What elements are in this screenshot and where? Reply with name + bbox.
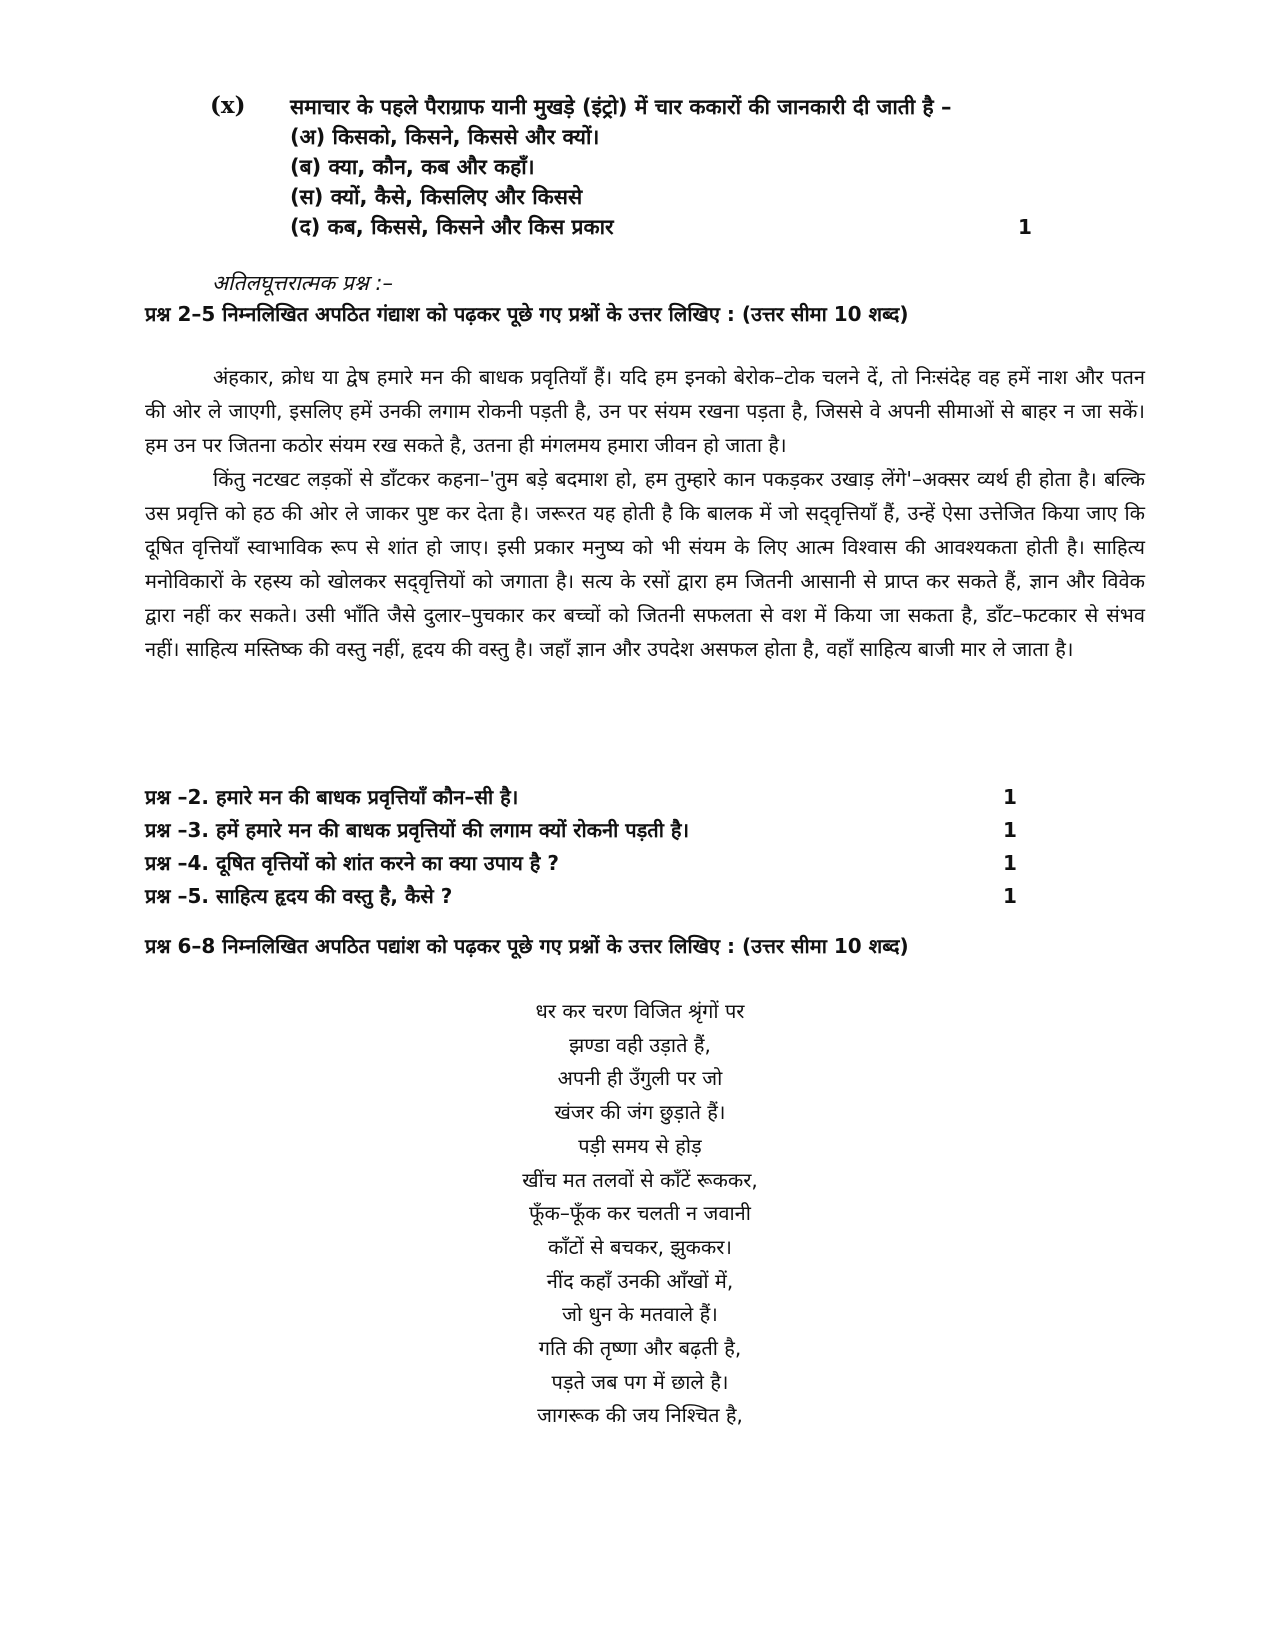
poem-line: जागरूक की जय निश्चित है,	[537, 1403, 743, 1428]
question-stem: समाचार के पहले पैराग्राफ यानी मुखड़े (इंट्रो) में चार ककारों की जानकारी दी जाती है –	[290, 95, 952, 119]
section1-instruction: प्रश्न 2–5 निम्नलिखित अपठित गंद्याश को पढ़कर पूछे गए प्रश्नों के उत्तर लिखिए : (उत्तर सीमा 10 शब्द)	[145, 302, 909, 326]
poem-line: जो धुन के मतवाले हैं।	[562, 1302, 718, 1327]
question-text: प्रश्न –3. हमें हमारे मन की बाधक प्रवृत्तियों की लगाम क्यों रोकनी पड़ती है।	[145, 818, 690, 842]
passage-paragraph-1: अंहकार, क्रोध या द्वेष हमारे मन की बाधक प्रवृतियाँ हैं। यदि हम इनको बेरोक–टोक चलने दें, तो निःसंदेह वह हमें नाश और पतन की ओर ले जाएगी, इसलिए हमें उनकी लगाम रोकनी पड़ती है, उन पर संयम रखना पड़ता है, जिससे वे अपनी सीमाओं से बाहर न जा सकें। हम उन पर जितना कठोर संयम रख सकते है, उतना ही मंगलमय हमारा जीवन हो जाता है।	[145, 365, 1145, 457]
unseen-passage	[145, 360, 1145, 666]
question-number: (x)	[210, 92, 246, 119]
question-text: प्रश्न –2. हमारे मन की बाधक प्रवृत्तियाँ कौन–सी है।	[145, 785, 519, 809]
question-row	[145, 781, 1045, 814]
question-list	[145, 781, 1045, 913]
poem-line: फूँक–फूँक कर चलती न जवानी	[529, 1201, 751, 1226]
poem-stanza	[400, 995, 880, 1433]
section2-instruction: प्रश्न 6–8 निम्नलिखित अपठित पद्यांश को पढ़कर पूछे गए प्रश्नों के उत्तर लिखिए : (उत्तर सीमा 10 शब्द)	[145, 934, 909, 958]
option-a: (अ) किसको, किसने, किससे और क्यों।	[290, 125, 600, 149]
question-text: प्रश्न –4. दूषित वृत्तियों को शांत करने का क्या उपाय है ?	[145, 851, 559, 875]
question-text: प्रश्न –5. साहित्य हृदय की वस्तु है, कैसे ?	[145, 884, 453, 908]
question-marks: 1	[1003, 785, 1017, 809]
question-row	[145, 847, 1045, 880]
section-heading: अतिलघूत्तरात्मक प्रश्न :–	[212, 271, 393, 295]
option-d: (द) कब, किससे, किसने और किस प्रकार	[290, 215, 614, 239]
poem-line: खींच मत तलवों से काँटें रूककर,	[522, 1167, 758, 1192]
poem-line: काँटों से बचकर, झुककर।	[547, 1234, 732, 1259]
poem-line: खंजर की जंग छुड़ाते हैं।	[554, 1100, 726, 1125]
poem-line: झण्डा वही उड़ाते हैं,	[569, 1032, 711, 1057]
question-marks: 1	[1003, 884, 1017, 908]
poem-line: धर कर चरण विजित श्रृंगों पर	[535, 999, 745, 1023]
question-row	[145, 814, 1045, 847]
question-marks: 1	[1003, 851, 1017, 875]
question-x-marks: 1	[1018, 215, 1032, 239]
passage-paragraph-2: किंतु नटखट लड़कों से डाँटकर कहना–'तुम बड़े बदमाश हो, हम तुम्हारे कान पकड़कर उखाड़ लेंगे'–अक्सर व्यर्थ ही होता है। बल्कि उस प्रवृत्ति को हठ की ओर ले जाकर पुष्ट कर देता है। जरूरत यह होती है कि बालक में जो सद्‌वृत्तियाँ हैं, उन्हें ऐसा उत्तेजित किया जाए कि दूषित वृत्तियाँ स्वाभाविक रूप से शांत हो जाए। इसी प्रकार मनुष्य को भी संयम के लिए आत्म विश्वास की आवश्यकता होती है। साहित्य मनोविकारों के रहस्य को खोलकर सद्‌वृत्तियों को जगाता है। सत्य के रसों द्वारा हम जितनी आसानी से प्राप्त कर सकते हैं, ज्ञान और विवेक द्वारा नहीं कर सकते। उसी भाँति जैसे दुलार–पुचकार कर बच्चों को जितनी सफलता से वश में किया जा सकता है, डाँट–फटकार से संभव नहीं। साहित्य मस्तिष्क की वस्तु नहीं, हृदय की वस्तु है। जहाँ ज्ञान और उपदेश असफल होता है, वहाँ साहित्य बाजी मार ले जाता है।	[145, 467, 1145, 661]
poem-line: नींद कहाँ उनकी आँखों में,	[546, 1268, 734, 1293]
option-b: (ब) क्या, कौन, कब और कहाँ।	[290, 155, 535, 179]
question-row	[145, 880, 1045, 913]
question-marks: 1	[1003, 818, 1017, 842]
poem-line: पड़ते जब पग में छाले है।	[551, 1369, 729, 1394]
poem-line: अपनी ही उँगुली पर जो	[557, 1066, 723, 1091]
poem-line: पड़ी समय से होड़	[578, 1133, 702, 1158]
poem-line: गति की तृष्णा और बढ़ती है,	[538, 1336, 742, 1361]
option-c: (स) क्यों, कैसे, किसलिए और किससे	[290, 185, 583, 209]
